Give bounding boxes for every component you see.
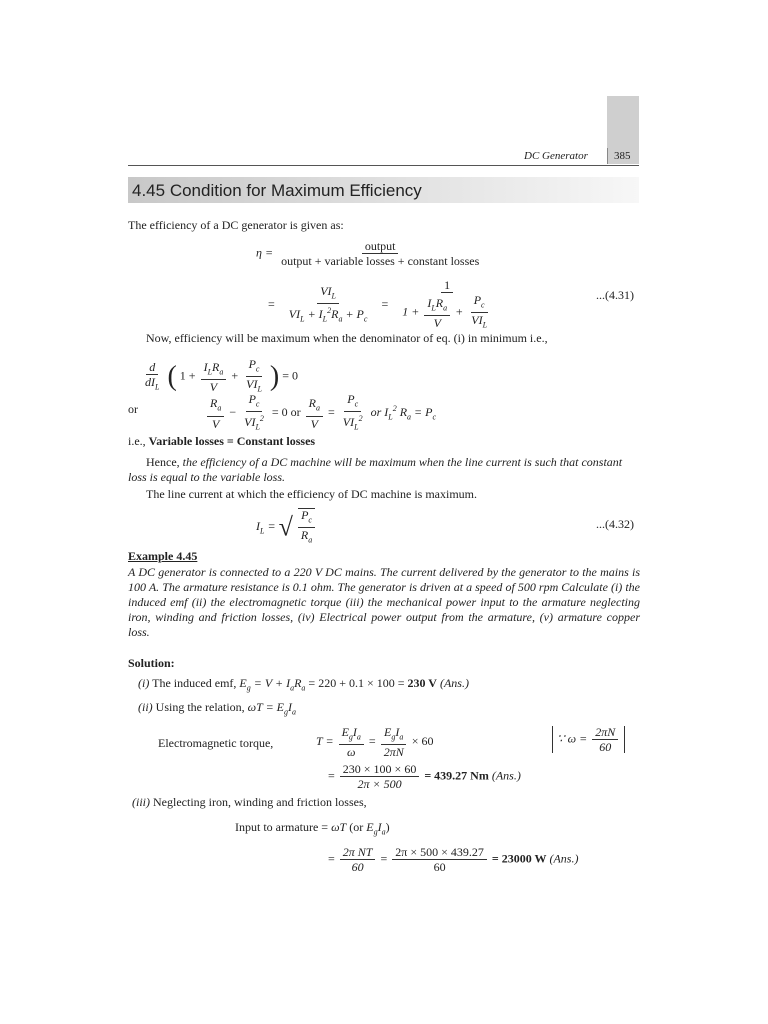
header-rule bbox=[128, 165, 639, 166]
eta-symbol: η = bbox=[256, 245, 274, 260]
efficiency-equation bbox=[256, 240, 484, 267]
or-eq-tail: or $I_L^2$ $R_a = P_c$ bbox=[370, 404, 437, 422]
fraction2-numerator: $VI_L$ bbox=[317, 285, 339, 304]
header-divider bbox=[607, 148, 608, 164]
solution-i: (i) The induced emf, $E_g = V + I_aR_a = 220 + 0.1 \times 100 = 230$ V (Ans.) bbox=[138, 676, 469, 693]
or-equation: $\frac{R_a}{V}$ − $\frac{P_c}{VI_L^2}$ = 0 or $\frac{R_a}{V}$ = $\frac{P_c}{VI_L^2}$ or $I_L^2$ $R_a = P_c$ bbox=[205, 393, 436, 434]
efficiency-equation-2 bbox=[268, 279, 497, 332]
equation-ref-432: ...(4.32) bbox=[596, 517, 634, 531]
running-title: DC Generator bbox=[524, 150, 588, 162]
solution-label: Solution: bbox=[128, 656, 175, 670]
torque-label: Electromagnetic torque, bbox=[158, 736, 274, 750]
equals-sign-2: = bbox=[381, 297, 389, 312]
page-number: 385 bbox=[614, 150, 631, 162]
section-title: Condition for Maximum Efficiency bbox=[169, 181, 422, 200]
efficiency-numerator: output bbox=[362, 240, 399, 254]
equation-ref-431: ...(4.31) bbox=[596, 288, 634, 302]
efficiency-denominator: output + variable losses + constant losses bbox=[281, 254, 480, 268]
input-text: Input to armature = ωT (or $E_gI_a$) bbox=[235, 820, 390, 837]
line-current-equation: $I_L$ = √ $\frac{P_c}{R_a}$ bbox=[256, 508, 317, 547]
or-eq-mid1: = 0 or bbox=[271, 405, 301, 420]
section-heading bbox=[132, 181, 422, 201]
ie-text: i.e., Variable losses = Constant losses bbox=[128, 434, 316, 448]
efficiency-fraction bbox=[278, 240, 482, 267]
derivative-equation: $\frac{d}{dI_L}$ ( 1 + $\frac{I_LR_a}{V}$ + $\frac{P_c}{VI_L}$ ) = 0 bbox=[140, 358, 298, 396]
torque-equation: T = $\frac{E_gI_a}{\omega}$ = $\frac{E_gI_a}{2\pi N}$ × 60 bbox=[316, 725, 434, 760]
section-number: 4.45 bbox=[132, 181, 166, 200]
derivative-operator: $\frac{d}{dI_L}$ bbox=[145, 359, 160, 392]
or-eq-mid2: = bbox=[328, 405, 335, 420]
torque-calc: = $\frac{230 \times 100 \times 60}{2\pi \times 500}$ = 439.27 Nm (Ans.) bbox=[328, 762, 521, 791]
derivative-rhs: = 0 bbox=[282, 368, 299, 383]
input-calc: = $\frac{\text{2π NT}}{60}$ = $\frac{2\pi \times 500 \times 439.27}{60}$ = 23000 W (Ans.) bbox=[328, 845, 579, 874]
line-current-text: The line current at which the efficiency of DC machine is maximum. bbox=[146, 487, 478, 501]
efficiency-fraction-3 bbox=[399, 279, 495, 332]
now-text: Now, efficiency will be maximum when the denominator of eq. (i) in minimum i.e., bbox=[146, 331, 548, 345]
example-text: A DC generator is connected to a 220 V DC mains. The current delivered by the generator to the mains is 100 A. The armature resistance is 0.1 ohm. The generator is driven at a speed of 500 rpm Calculate (i) the induced emf (ii) the electromagnetic torque (iii) the mechanical power input to the armature neglecting iron, winding and friction losses, (iv) Electrical power output from the armature, (v) armature copper loss. bbox=[128, 565, 640, 639]
or-label: or bbox=[128, 402, 138, 416]
fraction3-numerator: 1 bbox=[441, 279, 453, 293]
fraction3-denominator: 1 + $\frac{I_LR_a}{V}$ + $\frac{P_c}{VI_L}$ bbox=[402, 293, 488, 331]
solution-ii: (ii) Using the relation, $\omega T = E_gI_a$ bbox=[138, 700, 297, 717]
example-title: Example 4.45 bbox=[128, 549, 198, 563]
intro-text: The efficiency of a DC generator is given as: bbox=[128, 218, 344, 232]
solution-iii: (iii) Neglecting iron, winding and friction losses, bbox=[132, 795, 367, 809]
equals-sign: = bbox=[268, 297, 275, 312]
efficiency-fraction-2 bbox=[286, 285, 371, 326]
since-bracket: ∵ ω = $\frac{2\pi N}{60}$ bbox=[552, 726, 625, 753]
hence-text: Hence, the efficiency of a DC machine will be maximum when the line current is such that constant loss is equal to the variable loss. bbox=[128, 455, 623, 484]
fraction2-denominator: $VI_L + I_L^2R_a + P_c$ bbox=[288, 306, 368, 324]
